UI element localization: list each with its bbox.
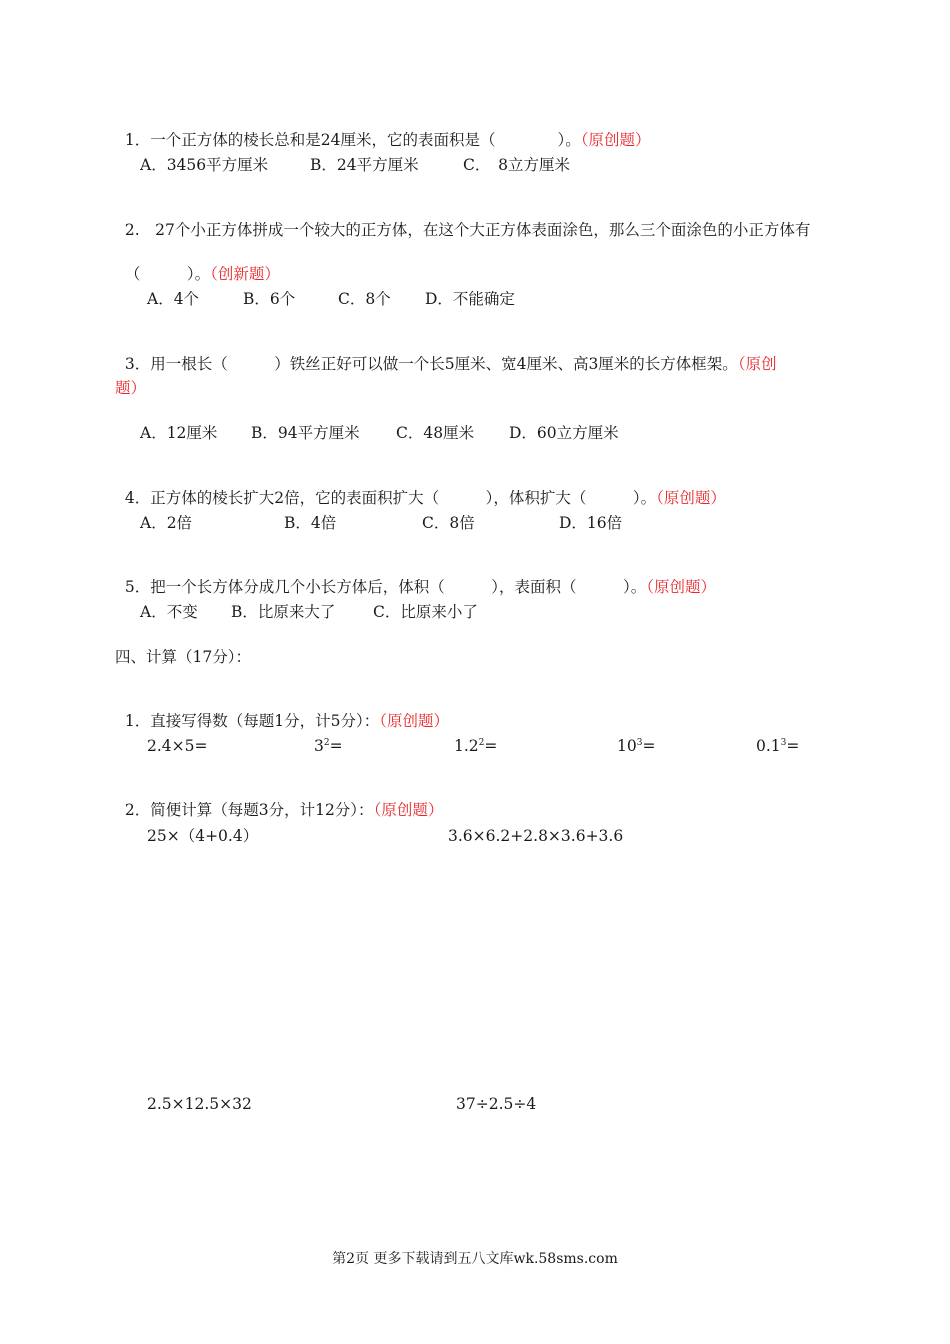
subsection-2-tag: （原创题） xyxy=(373,801,444,819)
q2-option-c: C．8个 xyxy=(338,290,391,308)
direct-calc-3-base: 1.2 xyxy=(454,737,479,755)
q4-option-b: B．4倍 xyxy=(284,514,337,532)
question-3-tag-part2: 题） xyxy=(115,379,147,397)
q2-option-d: D．不能确定 xyxy=(425,290,515,308)
subsection-1-text: 1．直接写得数（每题1分，计5分）： xyxy=(124,712,380,730)
question-5 xyxy=(115,557,716,597)
subsection-2-text: 2．简便计算（每题3分，计12分）： xyxy=(124,801,374,819)
question-1 xyxy=(115,110,650,150)
direct-calc-4-exp: 3 xyxy=(636,738,643,748)
q2-option-a: A．4个 xyxy=(147,290,200,308)
q1-option-c: C． 8立方厘米 xyxy=(463,156,570,174)
question-5-text: 5．把一个长方体分成几个小长方体后，体积（ ），表面积（ ）。 xyxy=(124,578,647,596)
question-2-cont xyxy=(115,244,280,284)
q4-option-d: D．16倍 xyxy=(559,514,623,532)
question-1-tag: （原创题） xyxy=(580,131,651,149)
subsection-1 xyxy=(115,691,449,731)
direct-calc-3 xyxy=(454,736,497,756)
question-4-tag: （原创题） xyxy=(656,489,726,507)
direct-calc-2-eq: = xyxy=(329,737,343,755)
q3-option-c: C．48厘米 xyxy=(396,424,475,442)
q5-option-c: C．比原来小了 xyxy=(373,603,478,621)
q1-option-a: A．3456平方厘米 xyxy=(140,156,269,174)
q1-option-b: B．24平方厘米 xyxy=(310,156,419,174)
direct-calc-5 xyxy=(756,736,799,756)
question-2-tag: （创新题） xyxy=(210,265,280,283)
question-4-text: 4．正方体的棱长扩大2倍，它的表面积扩大（ ），体积扩大（ ）。 xyxy=(124,489,657,507)
direct-calc-5-base: 0.1 xyxy=(756,737,781,755)
direct-calc-5-eq: = xyxy=(786,737,800,755)
page-footer: 第2页 更多下载请到五八文库wk.58sms.com xyxy=(332,1251,618,1267)
question-3-text: 3．用一根长（ ）铁丝正好可以做一个长5厘米、宽4厘米、高3厘米的长方体框架。 xyxy=(124,355,738,373)
q5-option-b: B．比原来大了 xyxy=(231,603,336,621)
question-5-tag: （原创题） xyxy=(646,578,716,596)
simplify-calc-4: 37÷2.5÷4 xyxy=(456,1095,537,1113)
direct-calc-2-base: 3 xyxy=(314,737,324,755)
question-1-text: 1．一个正方体的棱长总和是24厘米，它的表面积是（ ）。 xyxy=(124,131,581,149)
direct-calc-4-base: 10 xyxy=(617,737,637,755)
simplify-calc-1: 25×（4+0.4） xyxy=(147,827,259,845)
direct-calc-1 xyxy=(147,736,208,756)
direct-calc-2 xyxy=(314,736,343,756)
subsection-2 xyxy=(115,780,443,820)
q3-option-d: D．60立方厘米 xyxy=(509,424,619,442)
direct-calc-3-exp: 2 xyxy=(478,738,485,748)
q3-option-a: A．12厘米 xyxy=(140,424,218,442)
direct-calc-3-eq: = xyxy=(484,737,498,755)
direct-calc-2-exp: 2 xyxy=(323,738,330,748)
question-4 xyxy=(115,468,726,508)
q4-option-c: C．8倍 xyxy=(422,514,475,532)
simplify-calc-3: 2.5×12.5×32 xyxy=(147,1095,252,1113)
question-3-tag-part1: （原创 xyxy=(737,355,777,373)
question-3 xyxy=(115,334,777,374)
q3-option-b: B．94平方厘米 xyxy=(251,424,360,442)
q5-option-a: A．不变 xyxy=(140,603,198,621)
direct-calc-4-eq: = xyxy=(642,737,656,755)
question-2 xyxy=(115,200,810,240)
question-2-text2: （ ）。 xyxy=(124,265,211,283)
direct-calc-1-base: 2.4×5= xyxy=(147,737,208,755)
simplify-calc-2: 3.6×6.2+2.8×3.6+3.6 xyxy=(448,827,624,845)
subsection-1-tag: （原创题） xyxy=(379,712,449,730)
q2-option-b: B．6个 xyxy=(243,290,296,308)
direct-calc-5-exp: 3 xyxy=(780,738,787,748)
direct-calc-4 xyxy=(617,736,655,756)
question-2-text: 2. 27个小正方体拼成一个较大的正方体，在这个大正方体表面涂色，那么三个面涂色的小正方体有 xyxy=(124,221,811,239)
section-4-title: 四、计算（17分）： xyxy=(115,648,251,666)
q4-option-a: A．2倍 xyxy=(140,514,193,532)
